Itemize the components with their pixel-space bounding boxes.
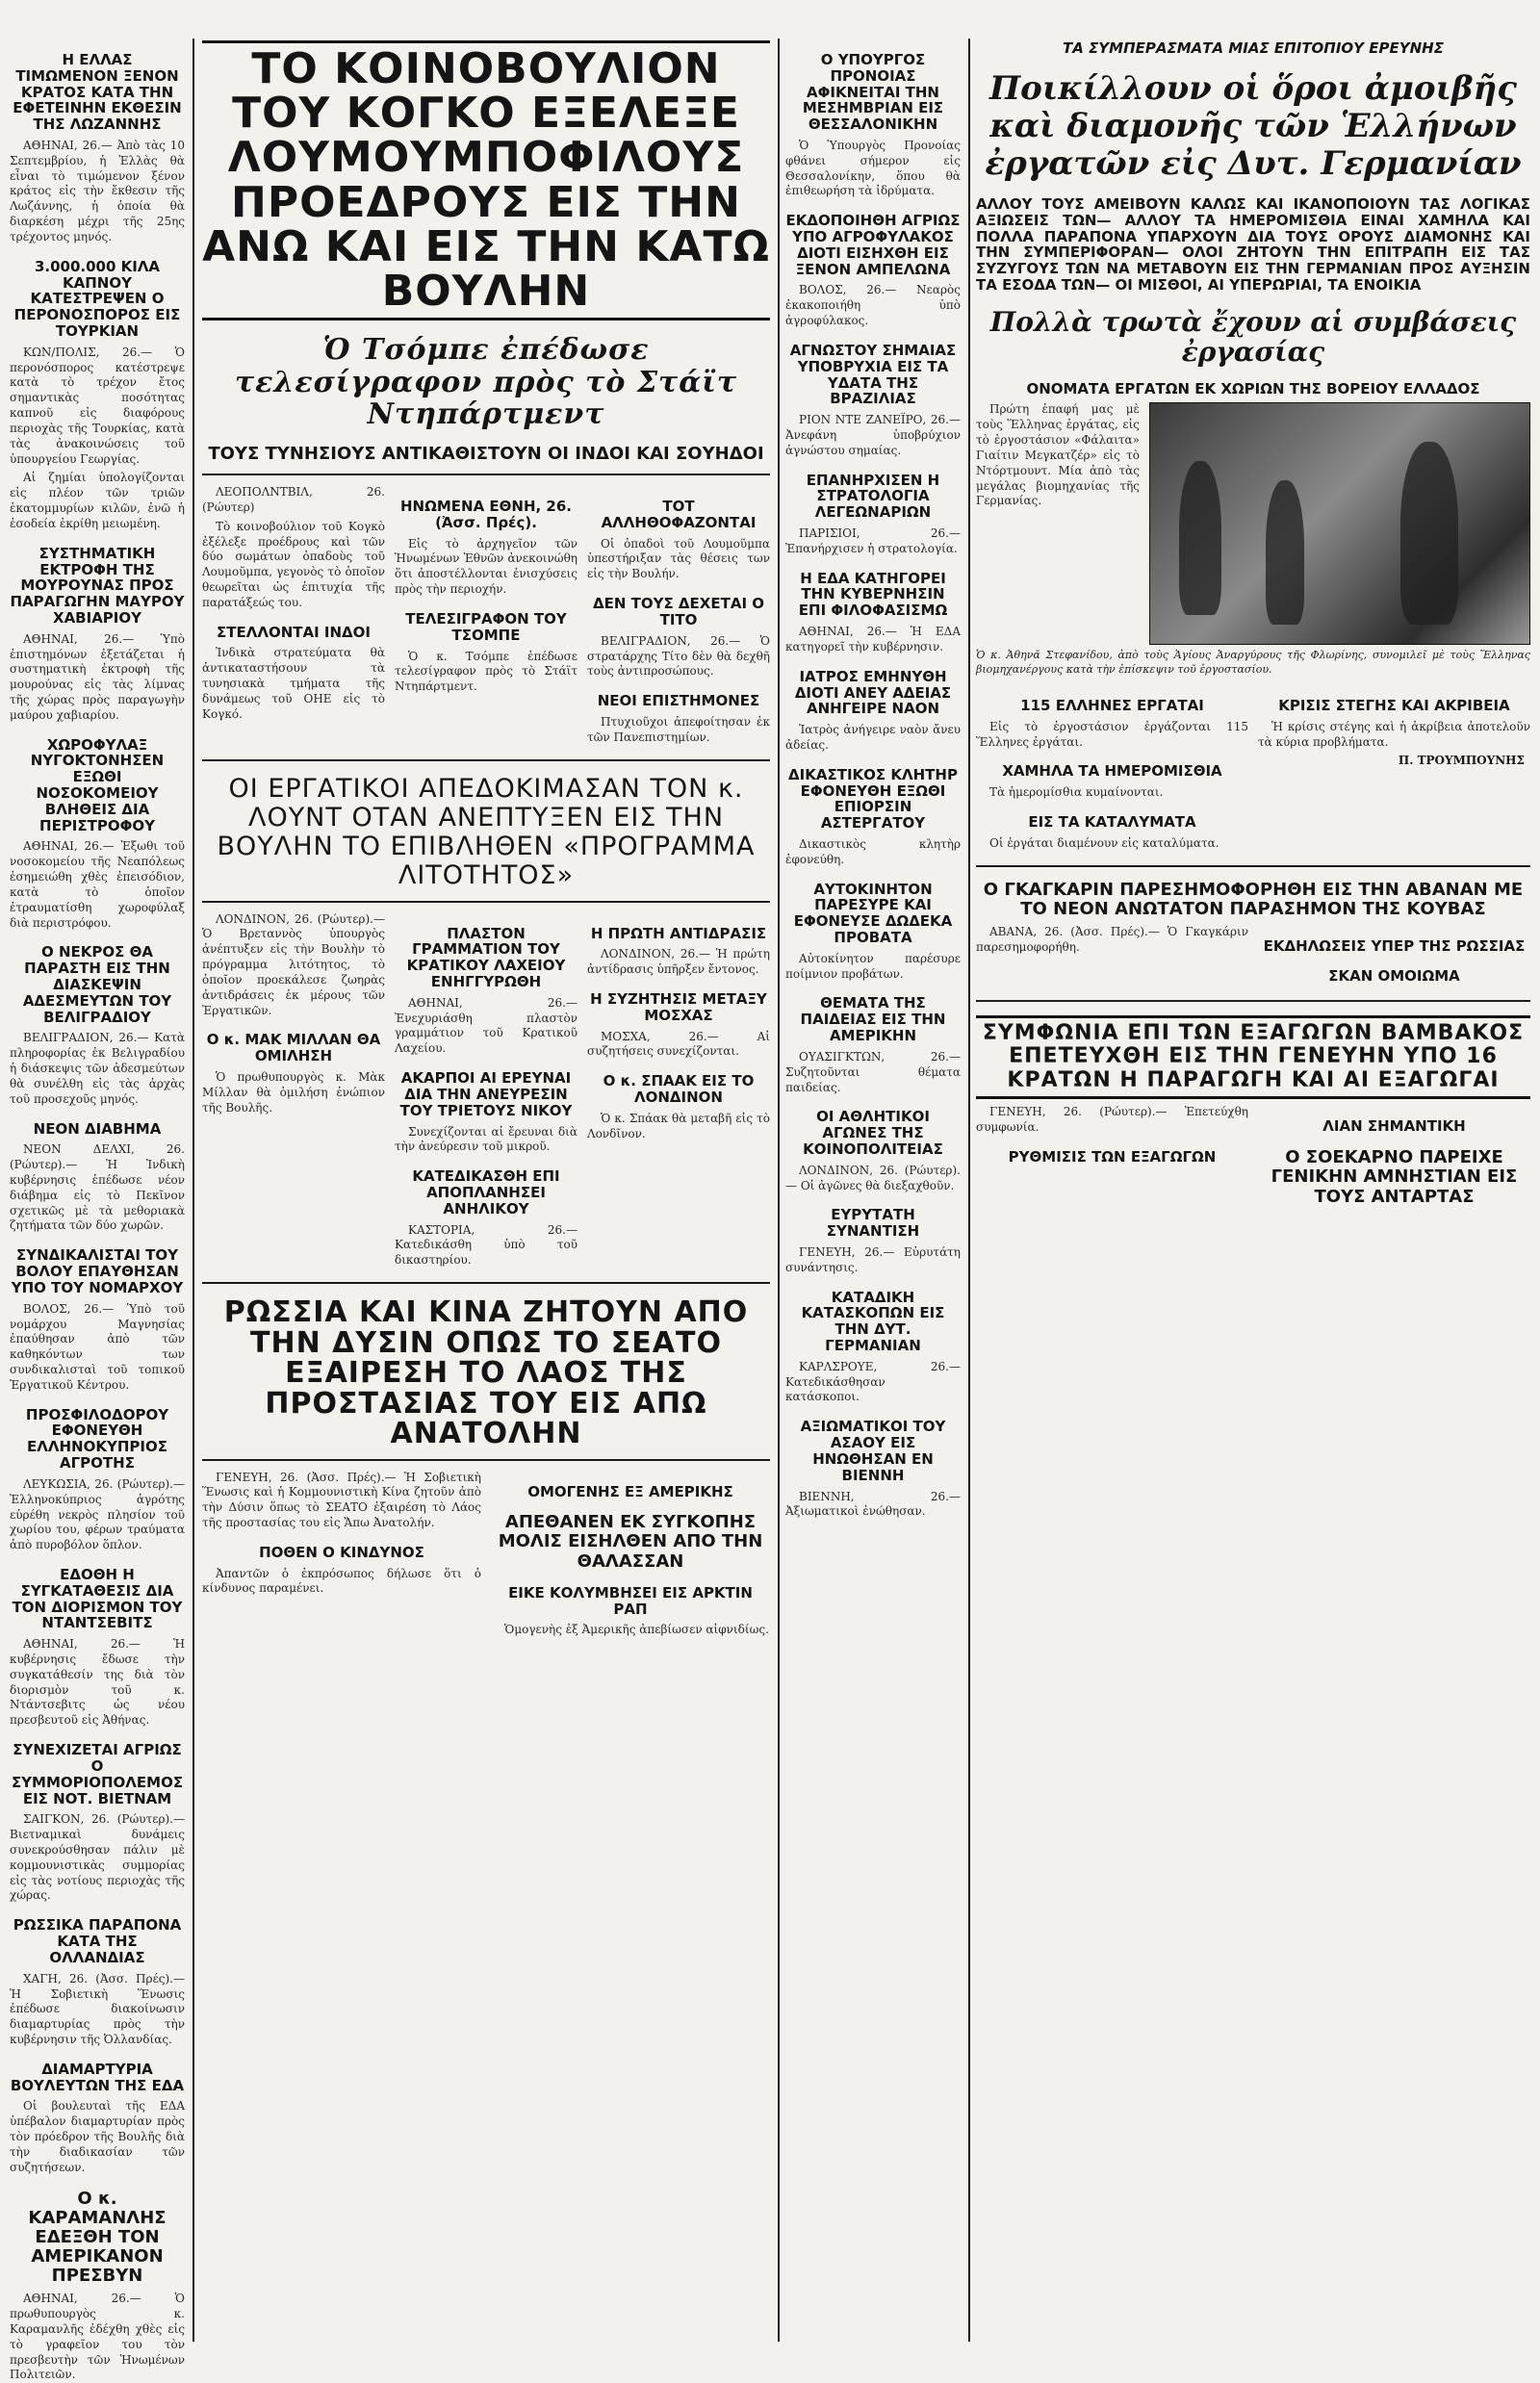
article-body: Οἱ βουλευταὶ τῆς ΕΔΑ ὑπέβαλον διαμαρτυρίαν πρὸς τὸν πρόεδρον τῆς Βουλῆς διὰ τὴν διαδικασίαν τῶν συζητήσεων.	[10, 2099, 185, 2174]
article-body: ΑΘΗΝΑΙ, 26.— Ἡ ΕΔΑ κατηγορεῖ τὴν κυβέρνησιν.	[785, 625, 961, 653]
headline: ΕΚΔΗΛΩΣΕΙΣ ΥΠΕΡ ΤΗΣ ΡΩΣΣΙΑΣ	[1263, 936, 1526, 955]
article-body: Ὁ Ὑπουργὸς Προνοίας φθάνει σήμερον εἰς Θεσσαλονίκην, ὅπου θὰ ἐπιθεωρήση τὰ ἱδρύματα.	[785, 138, 961, 198]
article-body: ΚΑΡΛΣΡΟΥΕ, 26.— Κατεδικάσθησαν κατάσκοποι.	[785, 1359, 961, 1404]
headline: ΠΛΑΣΤΟΝ ΓΡΑΜΜΑΤΙΟΝ ΤΟΥ ΚΡΑΤΙΚΟΥ ΛΑΧΕΙΟΥ ΕΝΗΓΓΥΡΩΘΗ	[406, 924, 566, 990]
headline: Ο ΝΕΚΡΟΣ ΘΑ ΠΑΡΑΣΤΗ ΕΙΣ ΤΗΝ ΔΙΑΣΚΕΨΙΝ ΑΔΕΣΜΕΥΤΩΝ ΤΟΥ ΒΕΛΙΓΡΑΔΙΟΥ	[22, 943, 172, 1026]
main-headline: Ποικίλλουν οἱ ὅροι ἀμοιβῆς καὶ διαμονῆς τῶν Ἑλλήνων ἐργατῶν εἰς Δυτ. Γερμανίαν	[985, 68, 1522, 183]
sub-headline: Ὁ Τσόμπε ἐπέδωσε τελεσίγραφον πρὸς τὸ Στάϊτ Ντηπάρτμεντ	[234, 333, 738, 432]
headline: ΕΠΑΝΗΡΧΙΣΕΝ Η ΣΤΡΑΤΟΛΟΓΙΑ ΛΕΓΕΩΝΑΡΙΩΝ	[806, 471, 940, 522]
article-body: Συνεχίζονται αἱ ἔρευναι διὰ τὴν ἀνεύρεσιν τοῦ μικροῦ.	[395, 1124, 578, 1154]
photo-figure	[1179, 461, 1221, 615]
article-body: ΑΒΑΝΑ, 26. (Ἀσσ. Πρές).— Ὁ Γκαγκάριν παρεσημοφορήθη.	[976, 924, 1248, 954]
headline: ΘΕΜΑΤΑ ΤΗΣ ΠΑΙΔΕΙΑΣ ΕΙΣ ΤΗΝ ΑΜΕΡΙΚΗΝ	[800, 994, 946, 1045]
article-columns	[202, 912, 770, 1272]
headline: ΔΙΚΑΣΤΙΚΟΣ ΚΛΗΤΗΡ ΕΦΟΝΕΥΘΗ ΕΞΩΘΙ ΕΠΙΟΡΣΙΝ ΑΣΤΕΡΓΑΤΟΥ	[788, 765, 958, 833]
article-columns	[976, 1105, 1530, 1212]
headline: Ο κ. ΜΑΚ ΜΙΛΛΑΝ ΘΑ ΟΜΙΛΗΣΗ	[206, 1031, 381, 1065]
article-body: ΣΑΙΓΚΟΝ, 26. (Ρώυτερ).— Βιετναμικαὶ δυνάμεις συνεκρούσθησαν πάλιν μὲ κομμουνιστικὰς συμμορίας εἰς τὰς νοτίους περιοχὰς τῆς χώρας.	[10, 1812, 185, 1903]
article-body: Ἰνδικὰ στρατεύματα θὰ ἀντικαταστήσουν τὰ τυνησιακὰ τμήματα τῆς δυνάμεως τοῦ ΟΗΕ εἰς τὸ Κογκό.	[202, 646, 385, 721]
headline: 115 ΕΛΛΗΝΕΣ ΕΡΓΑΤΑΙ	[1020, 696, 1204, 714]
article-body: ΜΟΣΧΑ, 26.— Αἱ συζητήσεις συνεχίζονται.	[587, 1029, 770, 1059]
article-body: ΑΘΗΝΑΙ, 26.— Ἡ κυβέρνησις ἔδωσε τὴν συγκατάθεσίν της διὰ τὸν διορισμὸν τοῦ κ. Ντάντσεβιτς ὡς νέου πρεσβευτοῦ εἰς Ἀθήνας.	[10, 1637, 185, 1728]
article-lead: Πρώτη ἐπαφή μας μὲ τοὺς Ἕλληνας ἐργάτας, εἰς τὸ ἐργοστάσιον «Φάλαιτα» Γιαίτιν Μεγκατζέρ» εἰς τὸ Ντόρτμουντ. Μία ἀπὸ τὰς μεγάλας βιομηχανίας τῆς Γερμανίας.	[976, 402, 1140, 508]
photo-caption: Ὁ κ. Ἀθηνᾶ Στεφανίδου, ἀπὸ τοὺς Ἁγίους Ἀναργύρους τῆς Φλωρίνης, συνομιλεῖ μὲ τοὺς Ἕλληνας βιομηχανέργους κατὰ τὴν ἐπίσκεψιν τοῦ ἐργοστασίου.	[976, 649, 1530, 676]
headline: ΤΟΤ ΑΛΛΗΘΟΦΑΖΟΝΤΑΙ	[601, 498, 757, 531]
article-body: Ὁ πρωθυπουργὸς κ. Μὰκ Μίλλαν θὰ ὁμιλήση ἐνώπιον τῆς Βουλῆς.	[202, 1070, 385, 1115]
headline: ΟΙ ΑΘΛΗΤΙΚΟΙ ΑΓΩΝΕΣ ΤΗΣ ΚΟΙΝΟΠΟΛΙΤΕΙΑΣ	[803, 1108, 943, 1158]
article-body: Ἰατρὸς ἀνήγειρε ναὸν ἄνευ ἀδείας.	[785, 723, 961, 752]
article-body: Οἱ ὀπαδοὶ τοῦ Λουμοῦμπα ὑπεστήριξαν τὰς θέσεις των εἰς τὴν Βουλήν.	[587, 536, 770, 581]
headline: ΛΙΑΝ ΣΗΜΑΝΤΙΚΗ	[1322, 1117, 1466, 1136]
byline: Π. ΤΡΟΥΜΠΟΥΝΗΣ	[1398, 754, 1525, 768]
headline: Η ΠΡΩΤΗ ΑΝΤΙΔΡΑΣΙΣ	[590, 924, 767, 942]
article-body: ΓΕΝΕΥΗ, 26.— Εὐρυτάτη συνάντησις.	[785, 1244, 961, 1274]
headline: Ο κ. ΚΑΡΑΜΑΝΛΗΣ ΕΔΕΞΘΗ ΤΟΝ ΑΜΕΡΙΚΑΝΟΝ ΠΡΕΣΒΥΝ	[28, 2188, 167, 2287]
article-columns	[202, 485, 770, 750]
headline: ΕΥΡΥΤΑΤΗ ΣΥΝΑΝΤΙΣΗ	[826, 1206, 920, 1241]
headline: Η ΣΥΖΗΤΗΣΙΣ ΜΕΤΑΞΥ ΜΟΣΧΑΣ	[590, 990, 767, 1024]
headline: ΣΥΝΔΙΚΑΛΙΣΤΑΙ ΤΟΥ ΒΟΛΟΥ ΕΠΑΥΘΗΣΑΝ ΥΠΟ ΤΟΥ ΝΟΜΑΡΧΟΥ	[11, 1246, 184, 1296]
column-centre-left	[202, 38, 770, 2339]
article-body: Οἱ ἐργάται διαμένουν εἰς καταλύματα.	[989, 835, 1219, 850]
column-rule	[778, 38, 780, 2342]
main-headline: ΤΟ ΚΟΙΝΟΒΟΥΛΙΟΝ ΤΟΥ ΚΟΓΚΟ ΕΞΕΛΕΞΕ ΛΟΥΜΟΥΜΠΟΦΙΛΟΥΣ ΠΡΟΕΔΡΟΥΣ ΕΙΣ ΤΗΝ ΑΝΩ ΚΑΙ ΕΙΣ ΤΗΝ ΚΑΤΩ ΒΟΥΛΗΝ	[202, 40, 770, 320]
factory-photo	[1149, 402, 1530, 645]
article-body: ΝΕΟΝ ΔΕΛΧΙ, 26. (Ρώυτερ).— Ἡ Ἰνδικὴ κυβέρνησις ἐπέδωσε νέον διάβημα εἰς τὸ Πεκῖνον σχετικῶς μὲ τὰ μεθοριακὰ ζητήματα τῶν δύο χωρῶν.	[10, 1142, 185, 1233]
rule	[976, 865, 1530, 867]
kicker: ΤΑ ΣΥΜΠΕΡΑΣΜΑΤΑ ΜΙΑΣ ΕΠΙΤΟΠΙΟΥ ΕΡΕΥΝΗΣ	[1063, 39, 1444, 57]
article-dateline: ΛΕΟΠΟΛΝΤΒΙΛ, 26. (Ρώυτερ)	[202, 485, 385, 514]
column-left	[10, 38, 185, 2382]
article-body: Δικαστικὸς κλητὴρ ἐφονεύθη.	[785, 836, 961, 866]
headline: ΡΩΣΣΙΚΑ ΠΑΡΑΠΟΝΑ ΚΑΤΑ ΤΗΣ ΟΛΛΑΝΔΙΑΣ	[13, 1916, 182, 1966]
headline: ΣΥΜΦΩΝΙΑ ΕΠΙ ΤΩΝ ΕΞΑΓΩΓΩΝ ΒΑΜΒΑΚΟΣ ΕΠΕΤΕΥΧΘΗ ΕΙΣ ΤΗΝ ΓΕΝΕΥΗΝ ΥΠΟ 16 ΚΡΑΤΩΝ Η ΠΑΡΑΓΩΓΗ ΚΑΙ ΑΙ ΕΞΑΓΩΓΑΙ	[976, 1015, 1530, 1100]
headline: ΕΙΣ ΤΑ ΚΑΤΑΛΥΜΑΤΑ	[1028, 813, 1196, 832]
article-body: ΒΟΛΟΣ, 26.— Ὑπὸ τοῦ νομάρχου Μαγνησίας ἐπαύθησαν ἀπὸ τῶν καθηκόντων των συνδικαλισταὶ τοῦ τοπικοῦ Ἐργατικοῦ Κέντρου.	[10, 1301, 185, 1392]
rule	[202, 901, 770, 903]
article-body: ΡΙΟΝ ΝΤΕ ΖΑΝΕΪΡΟ, 26.— Ἀνεφάνη ὑποβρύχιον ἀγνώστου σημαίας.	[785, 413, 961, 457]
sub-headline: ΟΝΟΜΑΤΑ ΕΡΓΑΤΩΝ ΕΚ ΧΩΡΙΩΝ ΤΗΣ ΒΟΡΕΙΟΥ ΕΛΛΑΔΟΣ	[1026, 379, 1480, 397]
headline: ΕΔΟΘΗ Η ΣΥΓΚΑΤΑΘΕΣΙΣ ΔΙΑ ΤΟΝ ΔΙΟΡΙΣΜΟΝ ΤΟΥ ΝΤΑΝΤΣΕΒΙΤΣ	[12, 1565, 183, 1632]
article-body: Αἱ ζημίαι ὑπολογίζονται εἰς πλέον τῶν τριῶν ἑκατομμυρίων κιλῶν, ἐνῶ ἡ ἐσοδεία ἐκρίθη μειωμένη.	[10, 471, 185, 530]
headline: ΑΓΝΩΣΤΟΥ ΣΗΜΑΙΑΣ ΥΠΟΒΡΥΧΙΑ ΕΙΣ ΤΑ ΥΔΑΤΑ ΤΗΣ ΒΡΑΖΙΛΙΑΣ	[789, 341, 957, 408]
article-body: Ὁ κ. Τσόμπε ἐπέδωσε τελεσίγραφον πρὸς τὸ Στάϊτ Ντηπάρτμεντ.	[395, 649, 578, 694]
article-body: ΧΑΓΗ, 26. (Ἀσσ. Πρές).— Ἡ Σοβιετικὴ Ἕνωσις ἐπέδωσε διακοίνωσιν διαμαρτυρίας πρὸς τὴν κυβέρνησιν τῆς Ὀλλανδίας.	[10, 1971, 185, 2046]
article-body: Τὸ κοινοβούλιον τοῦ Κογκὸ ἐξέλεξε προέδρους καὶ τῶν δύο σωμάτων ὀπαδοὺς τοῦ Λουμοῦμπα, γεγονὸς τὸ ὁποῖον θεωρεῖται ὡς ἐπιτυχία τῆς παρατάξεώς του.	[202, 519, 385, 609]
article-body: ΚΑΣΤΟΡΙΑ, 26.— Κατεδικάσθη ὑπὸ τοῦ δικαστηρίου.	[395, 1222, 578, 1268]
headline: ΧΑΜΗΛΑ ΤΑ ΗΜΕΡΟΜΙΣΘΙΑ	[1002, 762, 1222, 781]
headline: ΝΕΟΝ ΔΙΑΒΗΜΑ	[33, 1119, 162, 1138]
headline: ΡΩΣΣΙΑ ΚΑΙ ΚΙΝΑ ΖΗΤΟΥΝ ΑΠΟ ΤΗΝ ΔΥΣΙΝ ΟΠΩΣ ΤΟ ΣΕΑΤΟ ΕΞΑΙΡΕΣΗ ΤΟ ΛΑΟΣ ΤΗΣ ΠΡΟΣΤΑΣΙΑΣ ΤΟΥ ΕΙΣ ΑΠΩ ΑΝΑΤΟΛΗΝ	[223, 1295, 749, 1451]
headline: ΝΕΟΙ ΕΠΙΣΤΗΜΟΝΕΣ	[597, 692, 760, 710]
rule	[202, 1282, 770, 1284]
headline: ΑΞΙΩΜΑΤΙΚΟΙ ΤΟΥ ΑΣΑΟΥ ΕΙΣ ΗΝΩΘΗΣΑΝ ΕΝ ΒΙΕΝΝΗ	[800, 1418, 946, 1484]
sub-headline: Πολλὰ τρωτὰ ἔχουν αἱ συμβάσεις ἐργασίας	[989, 305, 1517, 369]
rule	[202, 1459, 770, 1461]
article-body: ΓΕΝΕΥΗ, 26. (Ἀσσ. Πρές).— Ἡ Σοβιετικὴ Ἕνωσις καὶ ἡ Κομμουνιστικὴ Κίνα ζητοῦν ἀπὸ τὴν Δύσιν ὅπως τὸ ΣΕΑΤΟ ἐξαιρέση τὸ Λάος τῆς προστασίας του εἰς Ἄπω Ἀνατολήν.	[202, 1470, 481, 1530]
article-body: Ὁ κ. Σπάακ θὰ μεταβῆ εἰς τὸ Λονδῖνον.	[587, 1111, 770, 1140]
headline: ΟΜΟΓΕΝΗΣ ΕΞ ΑΜΕΡΙΚΗΣ	[527, 1482, 733, 1500]
column-rule	[192, 38, 194, 2342]
headline: ΚΑΤΕΔΙΚΑΣΘΗ ΕΠΙ ΑΠΟΠΛΑΝΗΣΕΙ ΑΝΗΛΙΚΟΥ	[412, 1167, 560, 1217]
article-body: ΑΘΗΝΑΙ, 26.— Ὁ πρωθυπουργὸς κ. Καραμανλῆς ἐδέχθη χθὲς εἰς τὸ γραφεῖον του τὸν πρεσβευτὴν τῶν Ἡνωμένων Πολιτειῶν.	[10, 2292, 185, 2382]
headline: ΤΕΛΕΣΙΓΡΑΦΟΝ ΤΟΥ ΤΣΟΜΠΕ	[405, 609, 567, 644]
article-columns	[202, 1471, 770, 1643]
rule	[202, 474, 770, 475]
column-rule	[968, 38, 970, 2342]
article-body: ΛΟΝΔΙΝΟΝ, 26.— Ἡ πρώτη ἀντίδρασις ὑπῆρξεν ἔντονος.	[587, 947, 770, 977]
headline: ΧΩΡΟΦΥΛΑΞ ΝΥΓΟΚΤΟΝΗΣΕΝ ΕΞΩΘΙ ΝΟΣΟΚΟΜΕΙΟΥ ΒΛΗΘΕΙΣ ΔΙΑ ΠΕΡΙΣΤΡΟΦΟΥ	[30, 735, 165, 834]
headline: ΡΥΘΜΙΣΙΣ ΤΩΝ ΕΞΑΓΩΓΩΝ	[1008, 1148, 1217, 1166]
headline: ΙΑΤΡΟΣ ΕΜΗΝΥΘΗ ΔΙΟΤΙ ΑΝΕΥ ΑΔΕΙΑΣ ΑΝΗΓΕΙΡΕ ΝΑΟΝ	[794, 667, 952, 718]
article-body: ΑΘΗΝΑΙ, 26.— Ἐνεχυριάσθη πλαστὸν γραμμάτιον τοῦ Κρατικοῦ Λαχείου.	[395, 995, 578, 1056]
headline: ΕΙΚΕ ΚΟΛΥΜΒΗΣΕΙ ΕΙΣ ΑΡΚΤΙΝ ΡΑΠ	[508, 1583, 753, 1618]
article-body: ΛΕΥΚΩΣΙΑ, 26. (Ρώυτερ).— Ἐλληνοκύπριος ἀγρότης εὑρέθη νεκρὸς πλησίον τοῦ χωρίου του, φέρων τραύματα ἀπὸ πυροβόλον ὅπλον.	[10, 1476, 185, 1552]
headline: ΠΡΟΣΦΙΛΟΔΟΡΟΥ ΕΦΟΝΕΥΘΗ ΕΛΛΗΝΟΚΥΠΡΙΟΣ ΑΓΡΟΤΗΣ	[25, 1405, 169, 1473]
article-layout	[976, 402, 1530, 645]
article-body: ΟΥΑΣΙΓΚΤΩΝ, 26.— Συζητοῦνται θέματα παιδείας.	[785, 1049, 961, 1094]
article-body: Τὰ ἡμερομίσθια κυμαίνονται.	[989, 785, 1164, 800]
headline: ΔΕΝ ΤΟΥΣ ΔΕΧΕΤΑΙ Ο ΤΙΤΟ	[592, 595, 764, 628]
article-body: Εἰς τὸ ἀρχηγεῖον τῶν Ἡνωμένων Ἐθνῶν ἀνεκοινώθη ὅτι ἀποστέλλονται ἐνισχύσεις πρὸς τὴν περιοχήν.	[395, 536, 578, 597]
article-body: Ἡ κρίσις στέγης καὶ ἡ ἀκρίβεια ἀποτελοῦν τὰ κύρια προβλήματα.	[1258, 719, 1530, 749]
headline: Ο ΥΠΟΥΡΓΟΣ ΠΡΟΝΟΙΑΣ ΑΦΙΚΝΕΙΤΑΙ ΤΗΝ ΜΕΣΗΜΒΡΙΑΝ ΕΙΣ ΘΕΣΣΑΛΟΝΙΚΗΝ	[802, 51, 944, 134]
photo-figure	[1266, 480, 1304, 625]
headline: Η ΕΔΑ ΚΑΤΗΓΟΡΕΙ ΤΗΝ ΚΥΒΕΡΝΗΣΙΝ ΕΠΙ ΦΙΛΟΦΑΣΙΣΜΩ	[798, 569, 948, 620]
headline: ΑΥΤΟΚΙΝΗΤΟΝ ΠΑΡΕΣΥΡΕ ΚΑΙ ΕΦΟΝΕΥΣΕ ΔΩΔΕΚΑ ΠΡΟΒΑΤΑ	[793, 880, 953, 947]
article-body: ΑΘΗΝΑΙ, 26.— Ἐξωθι τοῦ νοσοκομείου τῆς Νεαπόλεως ἐσημειώθη χθὲς ἐπεισόδιον, κατὰ τὸ ὁποῖον ἐτραυματίσθη χωροφύλαξ διὰ περιστρόφου.	[10, 839, 185, 930]
headline: Ο ΓΚΑΓΚΑΡΙΝ ΠΑΡΕΣΗΜΟΦΟΡΗΘΗ ΕΙΣ ΤΗΝ ΑΒΑΝΑΝ ΜΕ ΤΟ ΝΕΟΝ ΑΝΩΤΑΤΟΝ ΠΑΡΑΣΗΜΟΝ ΤΗΣ ΚΟΥΒΑΣ	[983, 879, 1524, 919]
article-body: Πτυχιοῦχοι ἀπεφοίτησαν ἐκ τῶν Πανεπιστημίων.	[587, 715, 770, 744]
rule	[202, 759, 770, 761]
headline: ΚΡΙΣΙΣ ΣΤΕΓΗΣ ΚΑΙ ΑΚΡΙΒΕΙΑ	[1278, 696, 1510, 714]
article-body: ΒΕΛΙΓΡΑΔΙΟΝ, 26.— Ὁ στρατάρχης Τίτο δὲν θὰ δεχθῆ τοὺς ἀντιπροσώπους.	[587, 633, 770, 679]
article-body: Αὐτοκίνητον παρέσυρε ποίμνιον προβάτων.	[785, 951, 961, 981]
article-body: ΒΙΕΝΝΗ, 26.— Ἀξιωματικοὶ ἐνώθησαν.	[785, 1489, 961, 1519]
article-columns	[976, 684, 1530, 856]
headline: ΣΤΕΛΛΟΝΤΑΙ ΙΝΔΟΙ	[217, 623, 371, 641]
article-body: ΑΘΗΝΑΙ, 26.— Ἀπὸ τὰς 10 Σεπτεμβρίου, ἡ Ἑλλὰς θὰ εἶναι τὸ τιμώμενον ξένον κράτος εἰς τὴν ἔκθεσιν τῆς Λωζάννης, ἡ ὁποία θὰ διαρκέση μέχρι τῆς 25ης τρέχοντος μηνός.	[10, 138, 185, 243]
headline: ΗΝΩΜΕΝΑ ΕΘΝΗ, 26. (Ἀσσ. Πρές).	[399, 498, 572, 531]
headline: Η ΕΛΛΑΣ ΤΙΜΩΜΕΝΟΝ ΞΕΝΟΝ ΚΡΑΤΟΣ ΚΑΤΑ ΤΗΝ ΕΦΕΤΕΙΝΗΝ ΕΚΘΕΣΙΝ ΤΗΣ ΛΩΖΑΝΝΗΣ	[13, 51, 182, 134]
deck: ΑΛΛΟΥ ΤΟΥΣ ΑΜΕΙΒΟΥΝ ΚΑΛΩΣ ΚΑΙ ΙΚΑΝΟΠΟΙΟΥΝ ΤΑΣ ΛΟΓΙΚΑΣ ΑΞΙΩΣΕΙΣ ΤΩΝ— ΑΛΛΟΥ ΤΑ ΗΜΕΡΟΜΙΣΘΙΑ ΕΙΝΑΙ ΧΑΜΗΛΑ ΚΑΙ ΠΟΛΛΑ ΠΑΡΑΠΟΝΑ ΥΠΑΡΧΟΥΝ ΔΙΑ ΤΟΥΣ ΟΡΟΥΣ ΔΙΑΜΟΝΗΣ ΚΑΙ ΤΗΝ ΣΥΜΠΕΡΙΦΟΡΑΝ— ΟΛΟΙ ΖΗΤΟΥΝ ΤΗΝ ΕΠΙΤΡΑΠΗ ΕΙΣ ΤΑΣ ΣΥΖΥΓΟΥΣ ΤΩΝ ΝΑ ΜΕΤΑΒΟΥΝ ΕΙΣ ΤΗΝ ΓΕΡΜΑΝΙΑΝ ΠΡΟΣ ΑΥΞΗΣΙΝ ΤΑ ΕΣΟΔΑ ΤΩΝ— ΟΙ ΜΙΣΘΟΙ, ΑΙ ΥΠΕΡΩΡΙΑΙ, ΤΑ ΕΝΟΙΚΙΑ	[976, 195, 1530, 295]
article-body: ΛΟΝΔΙΝΟΝ, 26. (Ρώυτερ).— Οἱ ἀγῶνες θὰ διεξαχθοῦν.	[785, 1163, 961, 1192]
article-body: Ἀπαντῶν ὁ ἐκπρόσωπος δήλωσε ὅτι ὁ κίνδυνος παραμένει.	[202, 1566, 481, 1596]
column-right	[976, 38, 1530, 2339]
column-centre-right	[785, 38, 961, 2339]
article-columns	[976, 925, 1530, 990]
article-body: ΒΟΛΟΣ, 26.— Νεαρὸς ἐκακοποιήθη ὑπὸ ἀγροφύλακος.	[785, 283, 961, 328]
headline: ΣΥΣΤΗΜΑΤΙΚΗ ΕΚΤΡΟΦΗ ΤΗΣ ΜΟΥΡΟΥΝΑΣ ΠΡΟΣ ΠΑΡΑΓΩΓΗΝ ΜΑΥΡΟΥ ΧΑΒΙΑΡΙΟΥ	[10, 544, 185, 627]
headline: ΕΚΔΟΠΟΙΗΘΗ ΑΓΡΙΩΣ ΥΠΟ ΑΓΡΟΦΥΛΑΚΟΣ ΔΙΟΤΙ ΕΙΣΗΧΘΗ ΕΙΣ ΞΕΝΟΝ ΑΜΠΕΛΩΝΑ	[785, 212, 961, 278]
headline: ΔΙΑΜΑΡΤΥΡΙΑ ΒΟΥΛΕΥΤΩΝ ΤΗΣ ΕΔΑ	[10, 2060, 185, 2094]
headline: ΑΚΑΡΠΟΙ ΑΙ ΕΡΕΥΝΑΙ ΔΙΑ ΤΗΝ ΑΝΕΥΡΕΣΙΝ ΤΟΥ ΤΡΙΕΤΟΥΣ ΝΙΚΟΥ	[399, 1069, 573, 1119]
headline: ΣΥΝΕΧΙΖΕΤΑΙ ΑΓΡΙΩΣ Ο ΣΥΜΜΟΡΙΟΠΟΛΕΜΟΣ ΕΙΣ ΝΟΤ. ΒΙΕΤΝΑΜ	[11, 1741, 184, 1807]
headline: Ο ΣΟΕΚΑΡΝΟ ΠΑΡΕΙΧΕ ΓΕΝΙΚΗΝ ΑΜΝΗΣΤΙΑΝ ΕΙΣ ΤΟΥΣ ΑΝΤΑΡΤΑΣ	[1270, 1147, 1518, 1207]
photo-figure	[1400, 442, 1458, 625]
article-body: Ὁμογενὴς ἐξ Ἀμερικῆς ἀπεβίωσεν αἰφνιδίως.	[504, 1623, 769, 1637]
headline: ΠΟΘΕΝ Ο ΚΙΝΔΥΝΟΣ	[259, 1543, 424, 1561]
headline: ΣΚΑΝ ΟΜΟΙΩΜΑ	[1328, 966, 1460, 985]
headline: ΚΑΤΑΔΙΚΗ ΚΑΤΑΣΚΟΠΩΝ ΕΙΣ ΤΗΝ ΔΥΤ. ΓΕΡΜΑΝΙΑΝ	[801, 1288, 945, 1355]
rule	[976, 1000, 1530, 1002]
article-body: ΑΘΗΝΑΙ, 26.— Ὑπὸ ἐπιστημόνων ἐξετάζεται ἡ συστηματικὴ ἐκτροφὴ τῆς μουρούνας εἰς τὰς λίμνας τῆς χώρας πρὸς παραγωγὴν μαύρου χαβιαρίου.	[10, 631, 185, 722]
headline: ΑΠΕΘΑΝΕΝ ΕΚ ΣΥΓΚΟΠΗΣ ΜΟΛΙΣ ΕΙΣΗΛΘΕΝ ΑΠΟ ΤΗΝ ΘΑΛΑΣΣΑΝ	[498, 1512, 763, 1572]
article-body: ΒΕΛΙΓΡΑΔΙΟΝ, 26.— Κατὰ πληροφορίας ἐκ Βελιγραδίου ἡ διάσκεψις τῶν ἀδεσμεύτων θὰ συνέλθη εἰς τὰς ἀρχὰς τοῦ προσεχοῦς μηνός.	[10, 1031, 185, 1106]
sub-headline: ΤΟΥΣ ΤΥΝΗΣΙΟΥΣ ΑΝΤΙΚΑΘΙΣΤΟΥΝ ΟΙ ΙΝΔΟΙ ΚΑΙ ΣΟΥΗΔΟΙ	[208, 443, 764, 464]
article-body: Εἰς τὸ ἐργοστάσιον ἐργάζονται 115 Ἕλληνες ἐργάται.	[976, 719, 1248, 749]
article-body: ΓΕΝΕΥΗ, 26. (Ρώυτερ).— Ἐπετεύχθη συμφωνία.	[976, 1105, 1248, 1135]
article-body: ΚΩΝ/ΠΟΛΙΣ, 26.— Ὁ περονόσπορος κατέστρεψε κατὰ τὸ τρέχον ἔτος σημαντικὰς ποσότητας καπνοῦ εἰς διαφόρους περιοχὰς τῆς Τουρκίας, κατὰ τὰς ἀνακοινώσεις τοῦ ὑπουργείου Γεωργίας.	[10, 345, 185, 466]
headline: ΟΙ ΕΡΓΑΤΙΚΟΙ ΑΠΕΔΟΚΙΜΑΣΑΝ ΤΟΝ κ. ΛΟΥΝΤ ΟΤΑΝ ΑΝΕΠΤΥΞΕΝ ΕΙΣ ΤΗΝ ΒΟΥΛΗΝ ΤΟ ΕΠΙΒΛΗΘΕΝ «ΠΡΟΓΡΑΜΜΑ ΛΙΤΟΤΗΤΟΣ»	[217, 773, 756, 891]
article-body: ΛΟΝΔΙΝΟΝ, 26. (Ρώυτερ).— Ὁ Βρεταννὸς ὑπουργὸς ἀνέπτυξεν εἰς τὴν Βουλὴν τὸ πρόγραμμα λιτότητος, τὸ ὁποῖον προεκάλεσε ζωηρὰς ἀντιδράσεις ἐκ μέρους τῶν Ἐργατικῶν.	[202, 911, 385, 1017]
headline: Ο κ. ΣΠΑΑΚ ΕΙΣ ΤΟ ΛΟΝΔΙΝΟΝ	[603, 1072, 755, 1107]
headline: 3.000.000 ΚΙΛΑ ΚΑΠΝΟΥ ΚΑΤΕΣΤΡΕΨΕΝ Ο ΠΕΡΟΝΟΣΠΟΡΟΣ ΕΙΣ ΤΟΥΡΚΙΑΝ	[13, 257, 181, 340]
article-body: ΠΑΡΙΣΙΟΙ, 26.— Ἐπανήρχισεν ἡ στρατολογία.	[785, 526, 961, 555]
